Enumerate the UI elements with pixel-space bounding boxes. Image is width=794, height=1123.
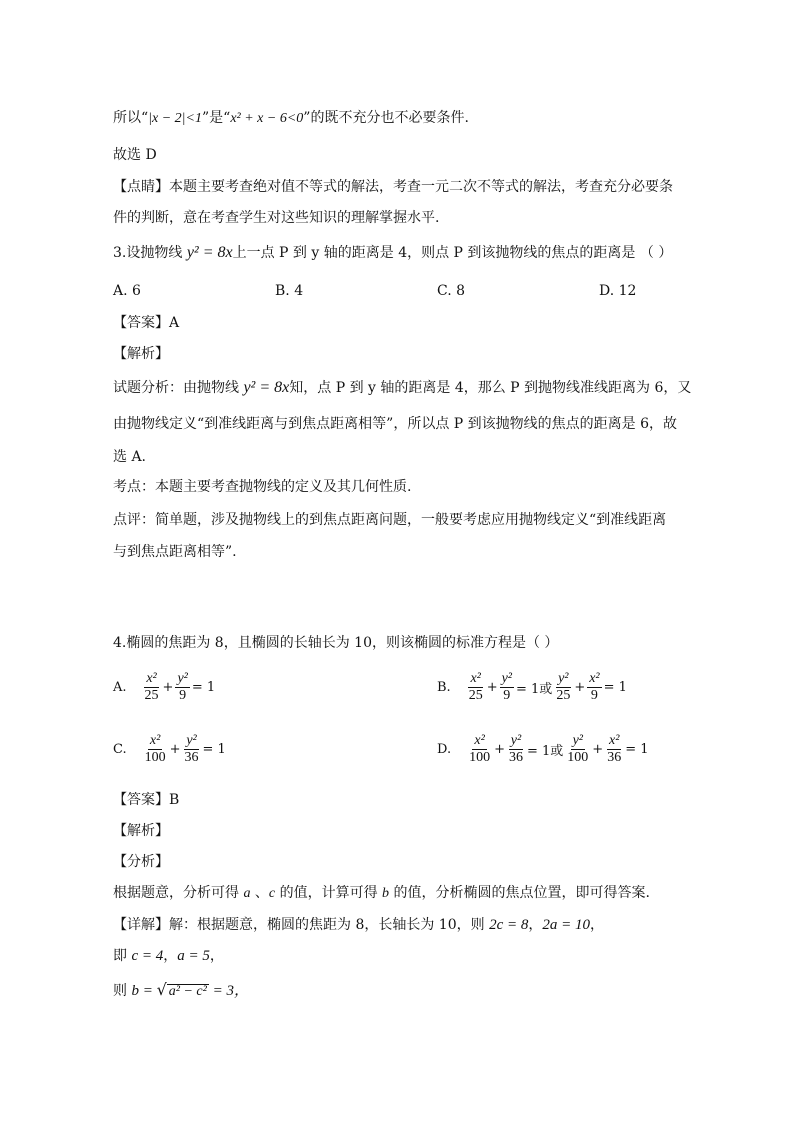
rhs: = 1 (191, 680, 216, 695)
rhs: = 1 (603, 680, 627, 695)
text: ， (209, 948, 224, 964)
q3-option-d: D. 12 (599, 283, 637, 299)
text: ， (589, 917, 604, 933)
rhs: = 1 (202, 742, 226, 757)
numerator: x² (146, 671, 157, 686)
option-label: B. (437, 680, 451, 695)
operator: + (169, 742, 181, 757)
fraction (143, 733, 168, 766)
operator: + (592, 742, 604, 757)
q4-analysis-heading: 【解析】 (113, 823, 169, 839)
q3-analysis-line-1 (113, 378, 691, 398)
q3-answer: 【答案】A (113, 315, 180, 331)
text: 所以“ (113, 110, 149, 126)
numerator: x² (474, 733, 485, 748)
equation: a = 5 (177, 948, 210, 964)
q4-xiangjie-line-2 (113, 946, 224, 966)
q4-xiangjie-line-1 (113, 915, 604, 935)
text: 则 (113, 983, 132, 999)
equation: 2c = 8 (489, 917, 529, 933)
option-label: A. (113, 680, 127, 695)
question-4-stem: 4.椭圆的焦距为 8，且椭圆的长轴长为 10，则该椭圆的标准方程是（ ） (113, 635, 559, 651)
q3-analysis-line-3: 选 A. (113, 449, 147, 465)
fraction (587, 671, 601, 704)
text: 试题分析：由抛物线 (113, 380, 244, 396)
q4-answer: 【答案】B (113, 792, 180, 808)
radicand: a² − c² (168, 984, 207, 999)
fraction (554, 671, 572, 704)
quadratic-inequality: x² + x − 6<0 (230, 111, 304, 126)
operator: + (494, 742, 505, 757)
denominator: 25 (556, 688, 571, 703)
rhs: = 1或 (516, 682, 553, 697)
q4-option-c (113, 733, 226, 766)
operator: + (574, 680, 586, 695)
fraction (605, 733, 623, 766)
text: 即 (113, 948, 132, 964)
conclusion-line (113, 108, 469, 129)
text: ， (163, 948, 178, 964)
fraction (183, 733, 201, 766)
denominator: 36 (184, 750, 199, 765)
operator: + (162, 680, 174, 695)
text: 3.设抛物线 (113, 245, 187, 261)
text: 上一点 P 到 y 轴的距离是 4，则点 P 到该抛物线的焦点的距离是 （ ） (232, 245, 673, 261)
fraction (175, 671, 189, 704)
text: ”是“ (201, 110, 231, 126)
fraction (467, 733, 492, 766)
fraction (565, 733, 590, 766)
denominator: 36 (607, 750, 622, 765)
q3-option-a: A. 6 (113, 283, 141, 299)
numerator: x² (608, 733, 620, 748)
q4-option-b (437, 671, 627, 704)
denominator: 36 (509, 750, 523, 765)
equation: c = 4 (131, 948, 164, 964)
denominator: 25 (144, 688, 159, 703)
q3-analysis-heading: 【解析】 (113, 346, 169, 362)
q4-fenxi-line (113, 883, 650, 904)
rhs: = 1 (625, 742, 649, 757)
denominator: 9 (503, 688, 511, 703)
option-label: C. (113, 742, 127, 757)
question-3-stem (113, 243, 672, 263)
numerator: x² (589, 671, 600, 686)
q3-option-c: C. 8 (437, 283, 466, 299)
sqrt-icon: √ (156, 980, 167, 999)
abs-inequality: |x − 2|<1 (148, 111, 202, 126)
fraction (507, 733, 525, 766)
denominator: 9 (590, 688, 598, 703)
q3-dianping-line-1: 点评：简单题，涉及抛物线上的到焦点距离问题，一般要考虑应用抛物线定义“到准线距离 (113, 512, 667, 528)
parabola-equation: y² = 8x (186, 244, 233, 261)
numerator: y² (501, 671, 513, 686)
dianjing-line-2: 件的判断，意在考查学生对这些知识的理解掌握水平. (113, 210, 440, 226)
denominator: 25 (468, 688, 483, 703)
text: 的值，分析椭圆的焦点位置，即可得答案. (389, 885, 650, 901)
operator: + (486, 680, 498, 695)
denominator: 100 (144, 750, 166, 765)
numerator: y² (558, 671, 569, 686)
numerator: y² (177, 671, 188, 686)
numerator: y² (186, 733, 197, 748)
fraction (143, 671, 161, 704)
rhs: = 1或 (527, 744, 564, 759)
q4-xiangjie-line-3 (113, 980, 249, 1001)
equation-rhs: = 3， (208, 983, 249, 999)
text: 、 (250, 885, 269, 901)
denominator: 100 (469, 750, 491, 765)
numerator: x² (149, 733, 161, 748)
text: 知，点 P 到 y 轴的距离是 4，那么 P 到抛物线准线距离为 6，又 (289, 380, 692, 396)
var-a: a (243, 886, 251, 901)
denominator: 9 (179, 688, 187, 703)
option-label: D. (437, 742, 452, 757)
q4-option-a (113, 671, 215, 704)
fraction (467, 671, 485, 704)
fraction (500, 671, 514, 704)
text: 的值，计算可得 (275, 885, 383, 901)
denominator: 100 (567, 750, 589, 765)
equation: 2a = 10 (542, 917, 590, 933)
q3-kaodian: 考点：本题主要考查抛物线的定义及其几何性质. (113, 479, 412, 495)
choice-line: 故选 D (113, 147, 157, 163)
q3-analysis-line-2: 由抛物线定义“到准线距离与到焦点距离相等”，所以点 P 到该抛物线的焦点的距离是 6，故 (113, 416, 677, 432)
text: ， (528, 917, 543, 933)
numerator: x² (470, 671, 481, 686)
dianjing-line-1: 【点睛】本题主要考查绝对值不等式的解法，考查一元二次不等式的解法，考查充分必要条 (113, 179, 673, 195)
q3-option-b: B. 4 (275, 283, 304, 299)
parabola-equation: y² = 8x (243, 379, 290, 396)
equation-lhs: b = (131, 983, 157, 999)
q3-dianping-line-2: 与到焦点距离相等”. (113, 544, 237, 560)
text: 【详解】解：根据题意，椭圆的焦距为 8，长轴长为 10，则 (113, 917, 490, 933)
var-b: b (382, 886, 390, 901)
text: 根据题意，分析可得 (113, 885, 244, 901)
text: ”的既不充分也不必要条件. (303, 110, 469, 126)
q4-fenxi-heading: 【分析】 (113, 854, 169, 870)
numerator: y² (510, 733, 522, 748)
var-c: c (268, 886, 276, 901)
numerator: y² (572, 733, 583, 748)
q4-option-d (437, 733, 649, 766)
